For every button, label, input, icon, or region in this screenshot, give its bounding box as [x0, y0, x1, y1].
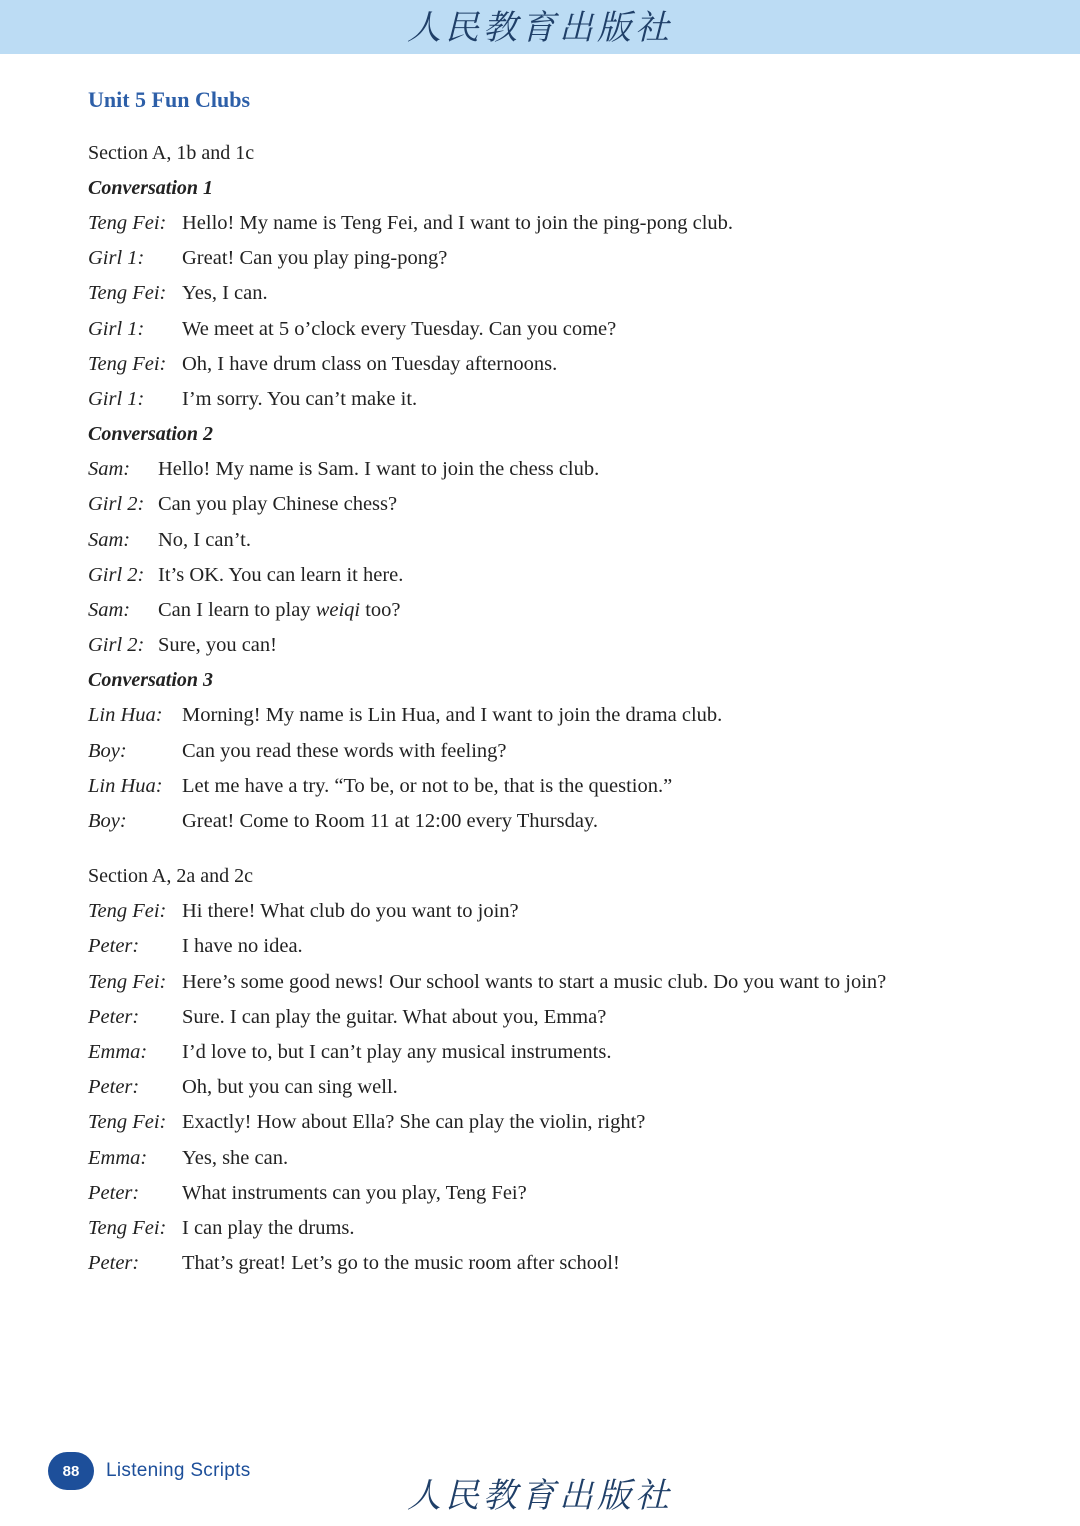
dialogue-text: Can you play Chinese chess?: [158, 493, 398, 516]
speaker-name: Girl 1:: [88, 317, 145, 340]
dialogue-text: What instruments can you play, Teng Fei?: [182, 1181, 527, 1204]
speaker-name: Girl 2:: [88, 634, 145, 657]
dialogue-text: Sure, you can!: [158, 634, 277, 657]
dialogue-text: Sure. I can play the guitar. What about you, Emma?: [182, 1005, 607, 1028]
speaker-name: Girl 1:: [88, 247, 145, 270]
section-heading: Section A, 1b and 1c: [88, 142, 255, 164]
dialogue-line: [88, 452, 988, 487]
dialogue-line: [88, 769, 988, 804]
dialogue-line: [88, 698, 988, 733]
dialogue-line: [88, 1105, 988, 1140]
text-segment: too?: [360, 599, 401, 622]
dialogue-text: I’m sorry. You can’t make it.: [182, 388, 418, 411]
dialogue-text: [158, 593, 988, 628]
conversation-title: Conversation 1: [88, 177, 214, 199]
speaker-name: Sam:: [88, 458, 131, 481]
dialogue-text: Let me have a try. “To be, or not to be, that is the question.”: [182, 774, 673, 797]
italic-term: weiqi: [315, 599, 361, 622]
speaker-name: Teng Fei:: [88, 1111, 167, 1134]
dialogue-text: Great! Can you play ping-pong?: [182, 247, 448, 270]
conversation-title: Conversation 2: [88, 423, 214, 446]
speaker-name: Teng Fei:: [88, 282, 167, 305]
speaker-name: Peter:: [88, 1005, 140, 1028]
dialogue-line: [88, 312, 988, 347]
dialogue-line: [88, 1035, 988, 1070]
dialogue-line: [88, 558, 988, 593]
dialogue-text: That’s great! Let’s go to the music room after school!: [182, 1252, 620, 1275]
conversation-title: Conversation 3: [88, 669, 214, 692]
dialogue-line: [88, 523, 988, 558]
dialogue-text: Hello! My name is Sam. I want to join the chess club.: [158, 458, 600, 481]
dialogue-text: Oh, but you can sing well.: [182, 1076, 398, 1099]
unit-title: Unit 5 Fun Clubs: [88, 87, 251, 112]
speaker-name: Lin Hua:: [88, 774, 163, 797]
dialogue-text: Yes, she can.: [182, 1146, 289, 1169]
speaker-name: Peter:: [88, 935, 140, 958]
speaker-name: Boy:: [88, 739, 127, 762]
dialogue-line: [88, 487, 988, 522]
dialogue-text: Can you read these words with feeling?: [182, 739, 507, 762]
dialogue-line: [88, 206, 988, 241]
dialogue-line: [88, 804, 988, 839]
speaker-name: Girl 2:: [88, 563, 145, 586]
publisher-calligraphy-bottom: 人民教育出版社: [407, 1476, 673, 1516]
speaker-name: Sam:: [88, 599, 131, 622]
dialogue-line: [88, 241, 988, 276]
speaker-name: Teng Fei:: [88, 212, 167, 234]
dialogue-text: I have no idea.: [182, 935, 303, 958]
dialogue-line: [88, 1000, 988, 1035]
speaker-name: Emma:: [88, 1146, 148, 1169]
dialogue-text: Yes, I can.: [182, 282, 268, 305]
dialogue-line: [88, 593, 988, 628]
dialogue-text: Hi there! What club do you want to join?: [182, 900, 519, 923]
dialogue-text: Here’s some good news! Our school wants to start a music club. Do you want to join?: [182, 970, 887, 993]
speaker-name: Girl 2:: [88, 493, 145, 516]
speaker-name: Emma:: [88, 1041, 148, 1064]
dialogue-line: [88, 276, 988, 311]
section-heading: Section A, 2a and 2c: [88, 865, 253, 888]
dialogue-text: We meet at 5 o’clock every Tuesday. Can you come?: [182, 317, 617, 340]
dialogue-line: [88, 347, 988, 382]
dialogue-text: Exactly! How about Ella? She can play the violin, right?: [182, 1111, 646, 1134]
speaker-name: Teng Fei:: [88, 900, 167, 923]
page-content: [88, 82, 988, 1281]
dialogue-text: It’s OK. You can learn it here.: [158, 563, 404, 586]
speaker-name: Teng Fei:: [88, 352, 167, 375]
dialogue-text: Morning! My name is Lin Hua, and I want to join the drama club.: [182, 704, 723, 727]
publisher-calligraphy-top: 人民教育出版社: [407, 8, 673, 48]
dialogue-line: [88, 734, 988, 769]
dialogue-line: [88, 1246, 988, 1281]
text-segment: Can I learn to play: [158, 599, 316, 622]
speaker-name: Peter:: [88, 1181, 140, 1204]
dialogue-line: [88, 628, 988, 663]
speaker-name: Peter:: [88, 1252, 140, 1275]
footer-section-label: Listening Scripts: [106, 1460, 251, 1481]
speaker-name: Lin Hua:: [88, 704, 163, 727]
dialogue-text: Oh, I have drum class on Tuesday afternoons.: [182, 352, 558, 375]
speaker-name: Boy:: [88, 810, 127, 833]
speaker-name: Girl 1:: [88, 388, 145, 411]
speaker-name: Sam:: [88, 528, 131, 551]
dialogue-line: [88, 1141, 988, 1176]
dialogue-line: [88, 1070, 988, 1105]
speaker-name: Peter:: [88, 1076, 140, 1099]
dialogue-text: Great! Come to Room 11 at 12:00 every Thursday.: [182, 810, 598, 833]
dialogue-line: [88, 1176, 988, 1211]
dialogue-text: I can play the drums.: [182, 1217, 355, 1240]
dialogue-line: [88, 929, 988, 964]
dialogue-line: [88, 382, 988, 417]
dialogue-text: No, I can’t.: [158, 528, 251, 551]
dialogue-text: I’d love to, but I can’t play any musical instruments.: [182, 1041, 612, 1064]
dialogue-line: [88, 1211, 988, 1246]
dialogue-text: Hello! My name is Teng Fei, and I want to join the ping-pong club.: [182, 212, 734, 234]
speaker-name: Teng Fei:: [88, 970, 167, 993]
dialogue-line: [88, 965, 988, 1000]
dialogue-line: [88, 894, 988, 929]
page-number-badge: 88: [48, 1452, 94, 1490]
speaker-name: Teng Fei:: [88, 1217, 167, 1240]
